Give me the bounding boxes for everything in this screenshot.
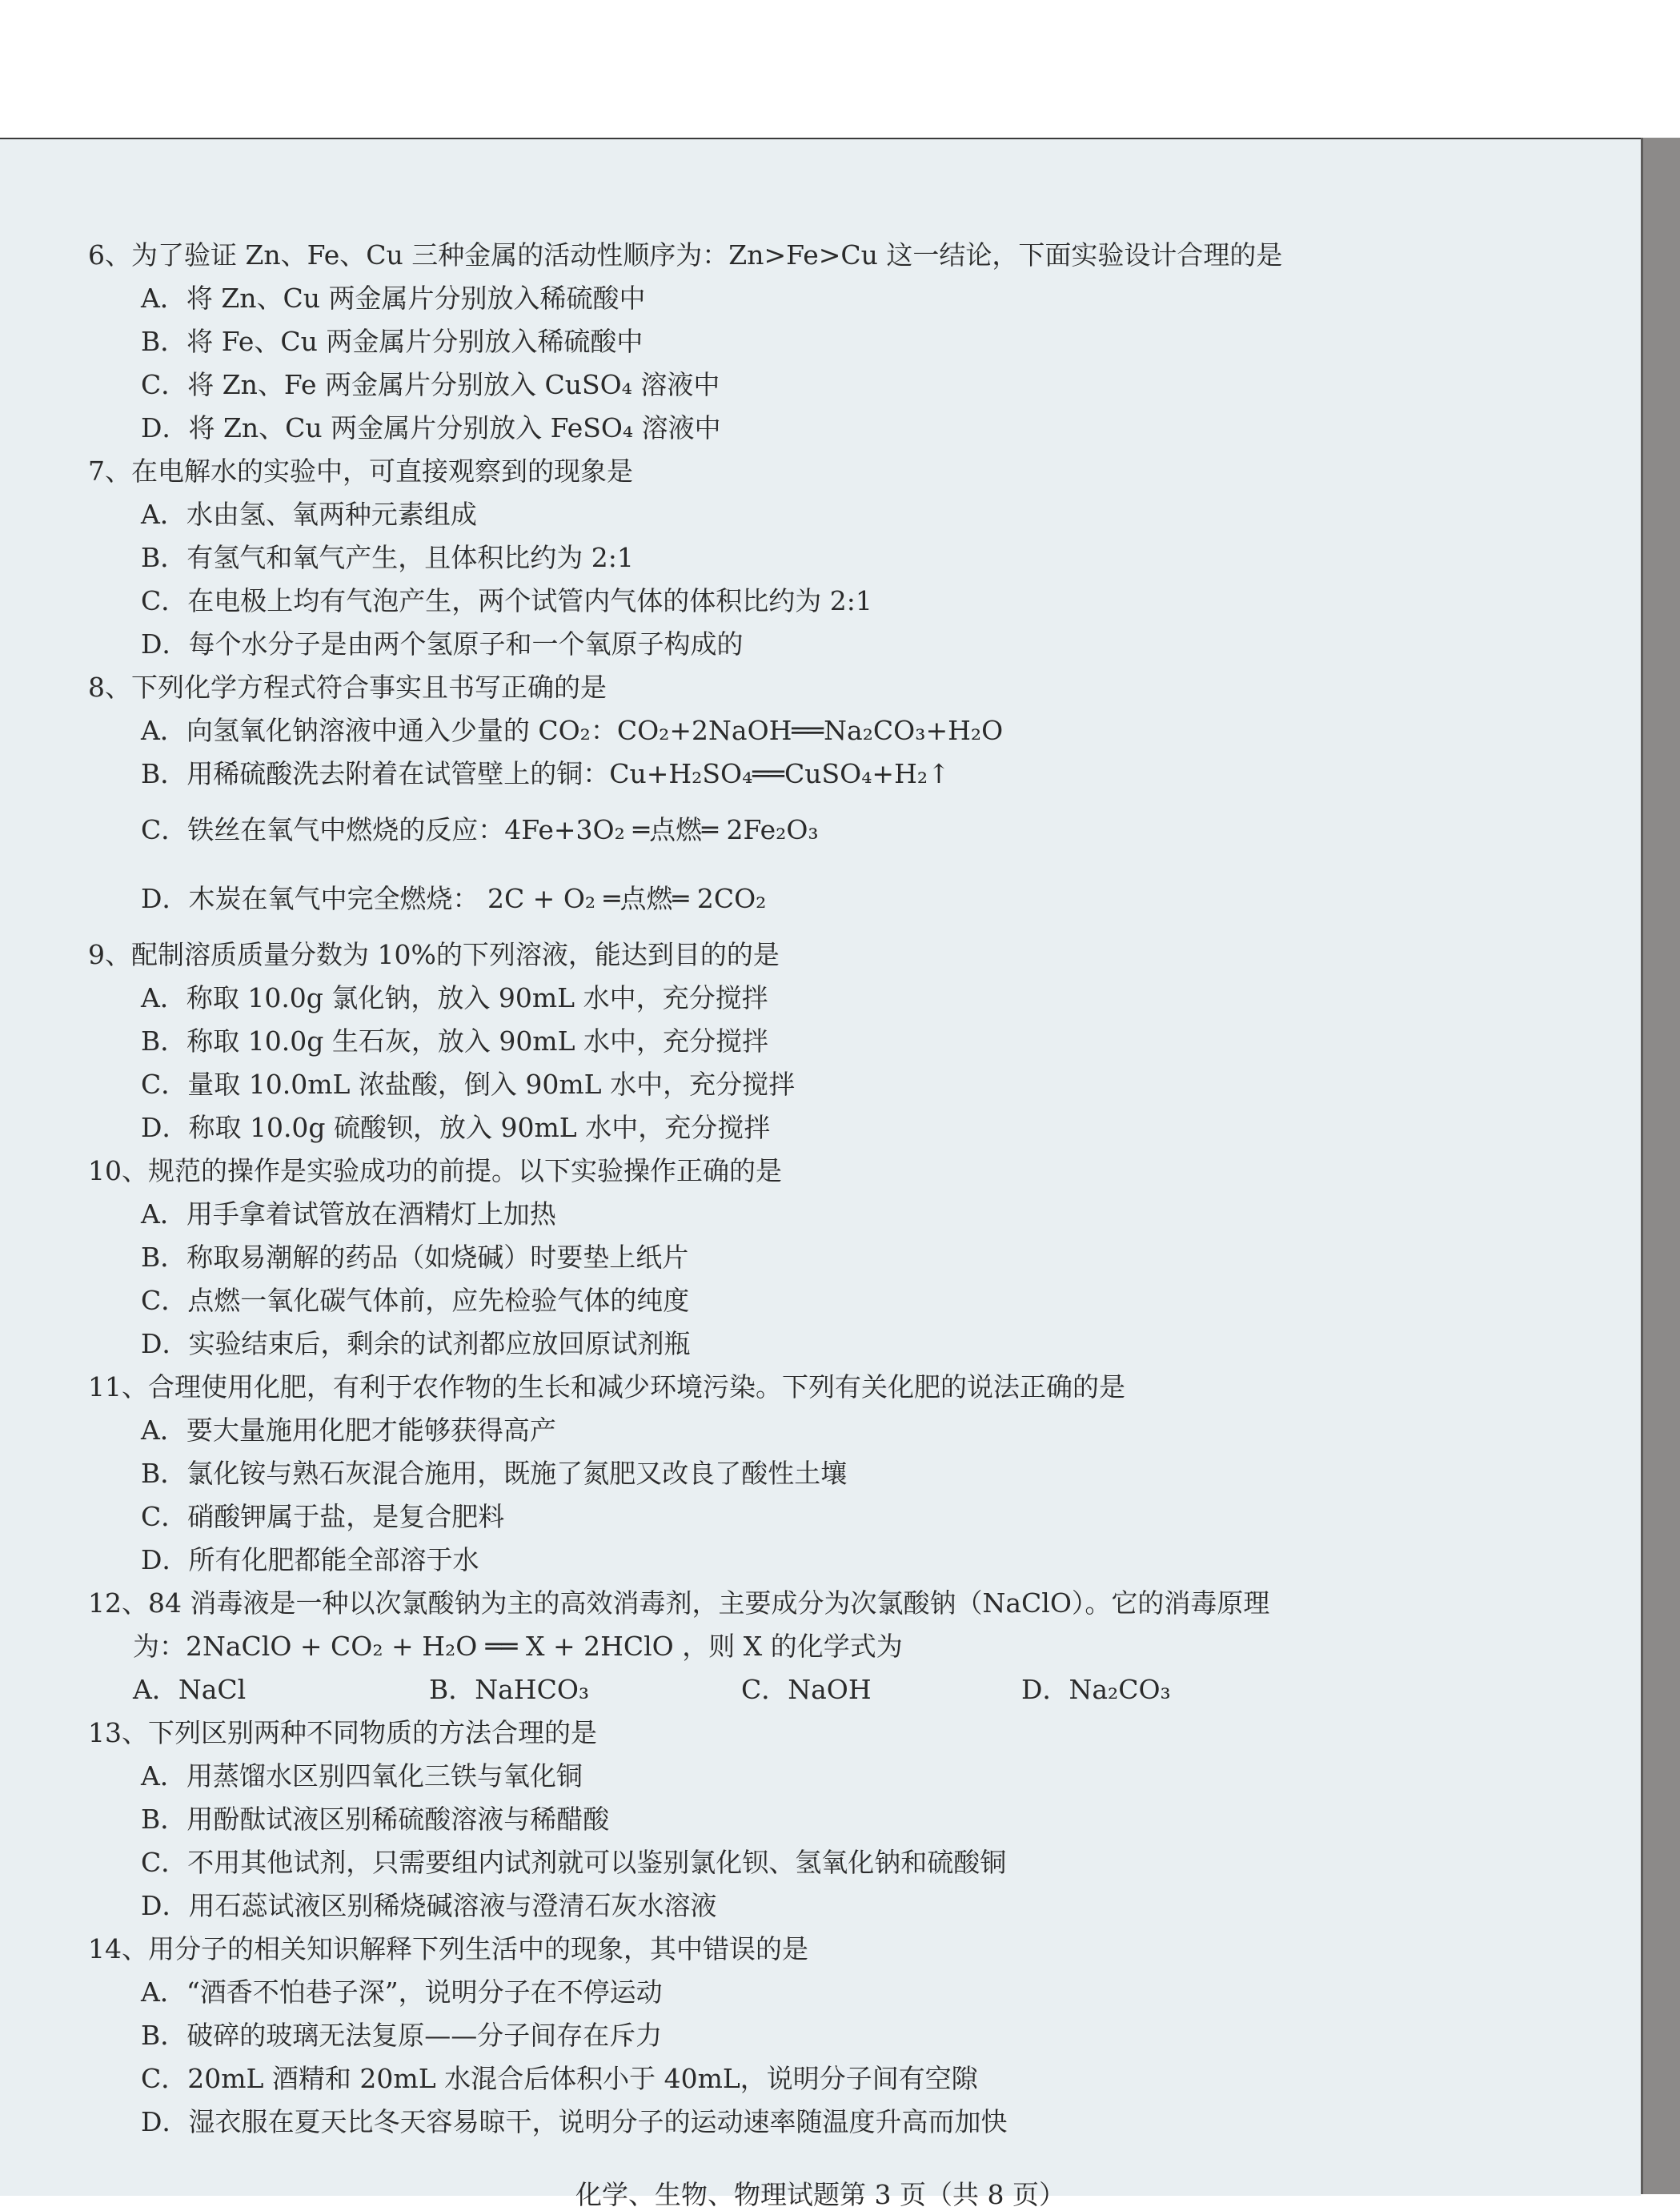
question-stem: 8、下列化学方程式符合事实且书写正确的是 <box>88 672 607 703</box>
question-stem: 9、配制溶质质量分数为 10%的下列溶液，能达到目的的是 <box>88 939 780 970</box>
option-d: D．称取 10.0g 硫酸钡，放入 90mL 水中，充分搅拌 <box>141 1112 771 1143</box>
option-a: A．要大量施用化肥才能够获得高产 <box>141 1414 556 1446</box>
option-b: B．有氢气和氧气产生，且体积比约为 2:1 <box>141 542 634 573</box>
option-c: C．量取 10.0mL 浓盐酸，倒入 90mL 水中，充分搅拌 <box>141 1069 796 1100</box>
option-d: D．每个水分子是由两个氢原子和一个氧原子构成的 <box>141 628 744 660</box>
option-d: D．Na₂CO₃ <box>1021 1674 1171 1705</box>
question-stem: 11、合理使用化肥，有利于农作物的生长和减少环境污染。下列有关化肥的说法正确的是 <box>88 1371 1125 1402</box>
question-12 <box>88 1582 1617 1711</box>
question-11 <box>88 1366 1617 1582</box>
option-a: A．“酒香不怕巷子深”，说明分子在不停运动 <box>141 1976 663 2008</box>
option-c: C．铁丝在氧气中燃烧的反应：4Fe+3O₂ ═点燃═ 2Fe₂O₃ <box>141 814 819 845</box>
page-footer: 化学、生物、物理试题第 3 页（共 8 页） <box>575 2179 1065 2210</box>
option-a: A．水由氢、氧两种元素组成 <box>141 499 477 530</box>
option-c: C．在电极上均有气泡产生，两个试管内气体的体积比约为 2:1 <box>141 585 872 616</box>
question-14 <box>88 1928 1617 2144</box>
question-stem-continuation: 为：2NaClO + CO₂ + H₂O ══ X + 2HClO ，则 X 的化学式为 <box>133 1631 903 1662</box>
option-c: C．NaOH <box>741 1674 872 1705</box>
option-a: A．将 Zn、Cu 两金属片分别放入稀硫酸中 <box>141 283 646 314</box>
question-8 <box>88 666 1617 933</box>
option-c: C．不用其他试剂，只需要组内试剂就可以鉴别氯化钡、氢氧化钠和硫酸铜 <box>141 1847 1007 1878</box>
option-d: D．所有化肥都能全部溶于水 <box>141 1544 479 1575</box>
question-stem: 14、用分子的相关知识解释下列生活中的现象，其中错误的是 <box>88 1933 808 1964</box>
option-b: B．称取易潮解的药品（如烧碱）时要垫上纸片 <box>141 1242 689 1273</box>
option-d: D．将 Zn、Cu 两金属片分别放入 FeSO₄ 溶液中 <box>141 412 721 443</box>
option-row <box>133 1668 1617 1711</box>
option-d: D．湿衣服在夏天比冬天容易晾干，说明分子的运动速率随温度升高而加快 <box>141 2106 1008 2137</box>
option-a: A．用手拿着试管放在酒精灯上加热 <box>141 1198 556 1230</box>
question-6 <box>88 234 1617 450</box>
question-stem: 10、规范的操作是实验成功的前提。以下实验操作正确的是 <box>88 1155 782 1186</box>
option-b: B．破碎的玻璃无法复原——分子间存在斥力 <box>141 2020 663 2051</box>
option-b: B．将 Fe、Cu 两金属片分别放入稀硫酸中 <box>141 326 644 357</box>
question-7 <box>88 450 1617 666</box>
option-c: C．20mL 酒精和 20mL 水混合后体积小于 40mL，说明分子间有空隙 <box>141 2063 978 2094</box>
option-b: B．用酚酞试液区别稀硫酸溶液与稀醋酸 <box>141 1804 610 1835</box>
option-c: C．硝酸钾属于盐，是复合肥料 <box>141 1501 505 1532</box>
question-stem: 6、为了验证 Zn、Fe、Cu 三种金属的活动性顺序为：Zn>Fe>Cu 这一结论，下面实验设计合理的是 <box>88 239 1283 271</box>
question-stem: 12、84 消毒液是一种以次氯酸钠为主的高效消毒剂，主要成分为次氯酸钠（NaClO）。它的消毒原理 <box>88 1587 1270 1619</box>
question-13 <box>88 1711 1617 1928</box>
question-list <box>88 234 1617 2144</box>
option-a: A．NaCl <box>133 1674 247 1705</box>
option-d: D．木炭在氧气中完全燃烧： 2C + O₂ ═点燃═ 2CO₂ <box>141 883 767 914</box>
option-a: A．称取 10.0g 氯化钠，放入 90mL 水中，充分搅拌 <box>141 982 768 1013</box>
question-stem: 13、下列区别两种不同物质的方法合理的是 <box>88 1717 597 1748</box>
option-a: A．向氢氧化钠溶液中通入少量的 CO₂：CO₂+2NaOH══Na₂CO₃+H₂O <box>141 715 1004 746</box>
option-b: B．用稀硫酸洗去附着在试管壁上的铜：Cu+H₂SO₄══CuSO₄+H₂↑ <box>141 758 950 789</box>
scan-edge-strip <box>1641 138 1680 2194</box>
exam-page <box>0 138 1641 2196</box>
option-b: B．NaHCO₃ <box>429 1674 590 1705</box>
option-d: D．用石蕊试液区别稀烧碱溶液与澄清石灰水溶液 <box>141 1890 717 1921</box>
option-c: C．将 Zn、Fe 两金属片分别放入 CuSO₄ 溶液中 <box>141 369 720 400</box>
option-c: C．点燃一氧化碳气体前，应先检验气体的纯度 <box>141 1285 690 1316</box>
question-9 <box>88 933 1617 1150</box>
option-b: B．称取 10.0g 生石灰，放入 90mL 水中，充分搅拌 <box>141 1025 769 1057</box>
option-d: D．实验结束后，剩余的试剂都应放回原试剂瓶 <box>141 1328 691 1359</box>
question-10 <box>88 1150 1617 1366</box>
option-a: A．用蒸馏水区别四氧化三铁与氧化铜 <box>141 1760 583 1792</box>
question-stem: 7、在电解水的实验中，可直接观察到的现象是 <box>88 455 633 487</box>
option-b: B．氯化铵与熟石灰混合施用，既施了氮肥又改良了酸性土壤 <box>141 1458 848 1489</box>
